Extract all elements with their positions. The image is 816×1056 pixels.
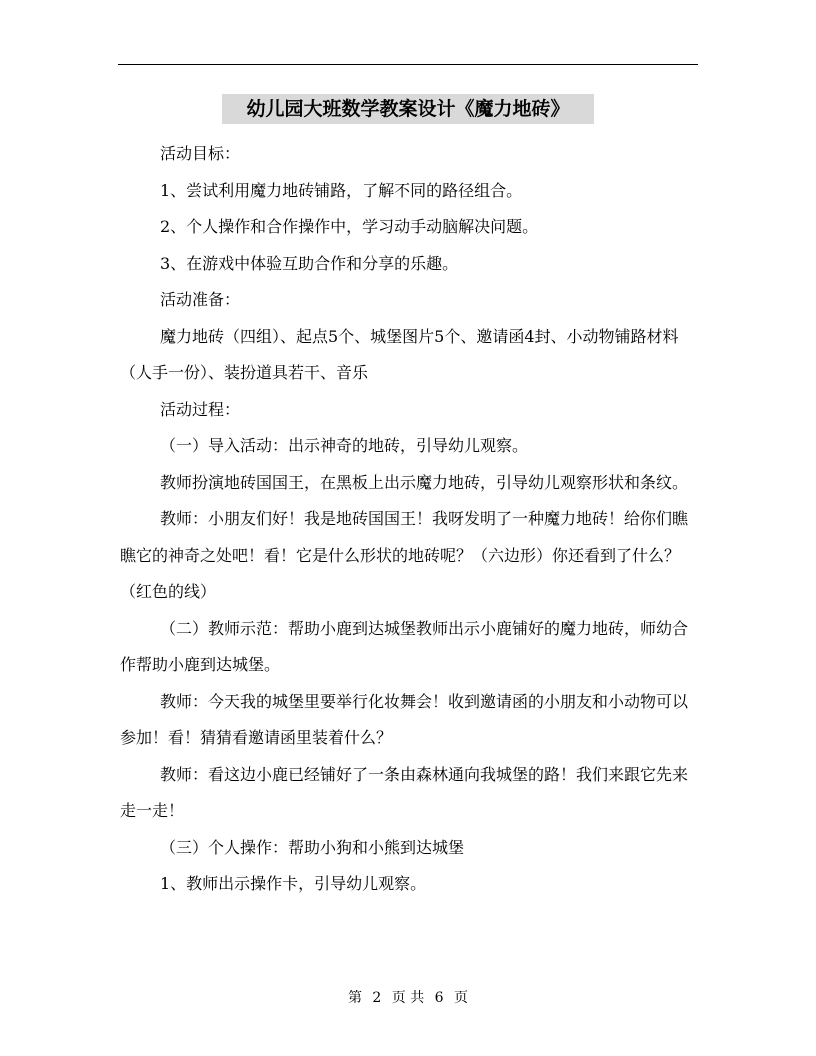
header-rule [118,64,698,65]
paragraph-goals-heading: 活动目标： [160,144,241,163]
document-title: 幼儿园大班数学教案设计《魔力地砖》 [222,94,594,124]
paragraph-step-2-heading: （二）教师示范：帮助小鹿到达城堡教师出示小鹿铺好的魔力地砖，师幼合作帮助小鹿到达城堡。 [120,618,689,674]
paragraph-goal-1: 1、尝试利用魔力地砖铺路，了解不同的路径组合。 [160,180,523,200]
page-footer [0,987,816,1007]
paragraph-step-1-heading: （一）导入活动：出示神奇的地砖，引导幼儿观察。 [160,436,529,455]
total-pages-number: 6 [434,990,444,1006]
document-body [120,136,700,903]
paragraph-goal-2: 2、个人操作和合作操作中，学习动手动脑解决问题。 [160,217,539,236]
paragraph-step-2-dialogue-2: 教师：看这边小鹿已经铺好了一条由森林通向我城堡的路！我们来跟它先来走一走！ [120,764,689,820]
paragraph-process-heading: 活动过程： [160,399,241,419]
current-page-number: 2 [372,990,382,1006]
paragraph-step-3-heading: （三）个人操作：帮助小狗和小熊到达城堡 [160,837,465,857]
paragraph-step-3-item-1: 1、教师出示操作卡，引导幼儿观察。 [160,874,427,893]
page-label-prefix: 第 [347,990,362,1006]
page-label-suffix: 页 [454,990,469,1006]
paragraph-step-2-dialogue-1: 教师：今天我的城堡里要举行化妆舞会！收到邀请函的小朋友和小动物可以参加！看！猜猜看邀请函里装着什么？ [120,691,689,747]
paragraph-step-1-dialogue: 教师：小朋友们好！我是地砖国国王！我呀发明了一种魔力地砖！给你们瞧瞧它的神奇之处吧！看！它是什么形状的地砖呢？（六边形）你还看到了什么？（红色的线） [120,509,689,601]
paragraph-prep-materials: 魔力地砖（四组）、起点5个、城堡图片5个、邀请函4封、小动物铺路材料（人手一份）、装扮道具若干、音乐 [120,326,679,382]
paragraph-goal-3: 3、在游戏中体验互助合作和分享的乐趣。 [160,253,459,273]
paragraph-step-1-desc: 教师扮演地砖国国王，在黑板上出示魔力地砖，引导幼儿观察形状和条纹。 [160,472,689,492]
paragraph-prep-heading: 活动准备： [160,290,241,309]
page-label-middle: 页 共 [391,990,425,1006]
